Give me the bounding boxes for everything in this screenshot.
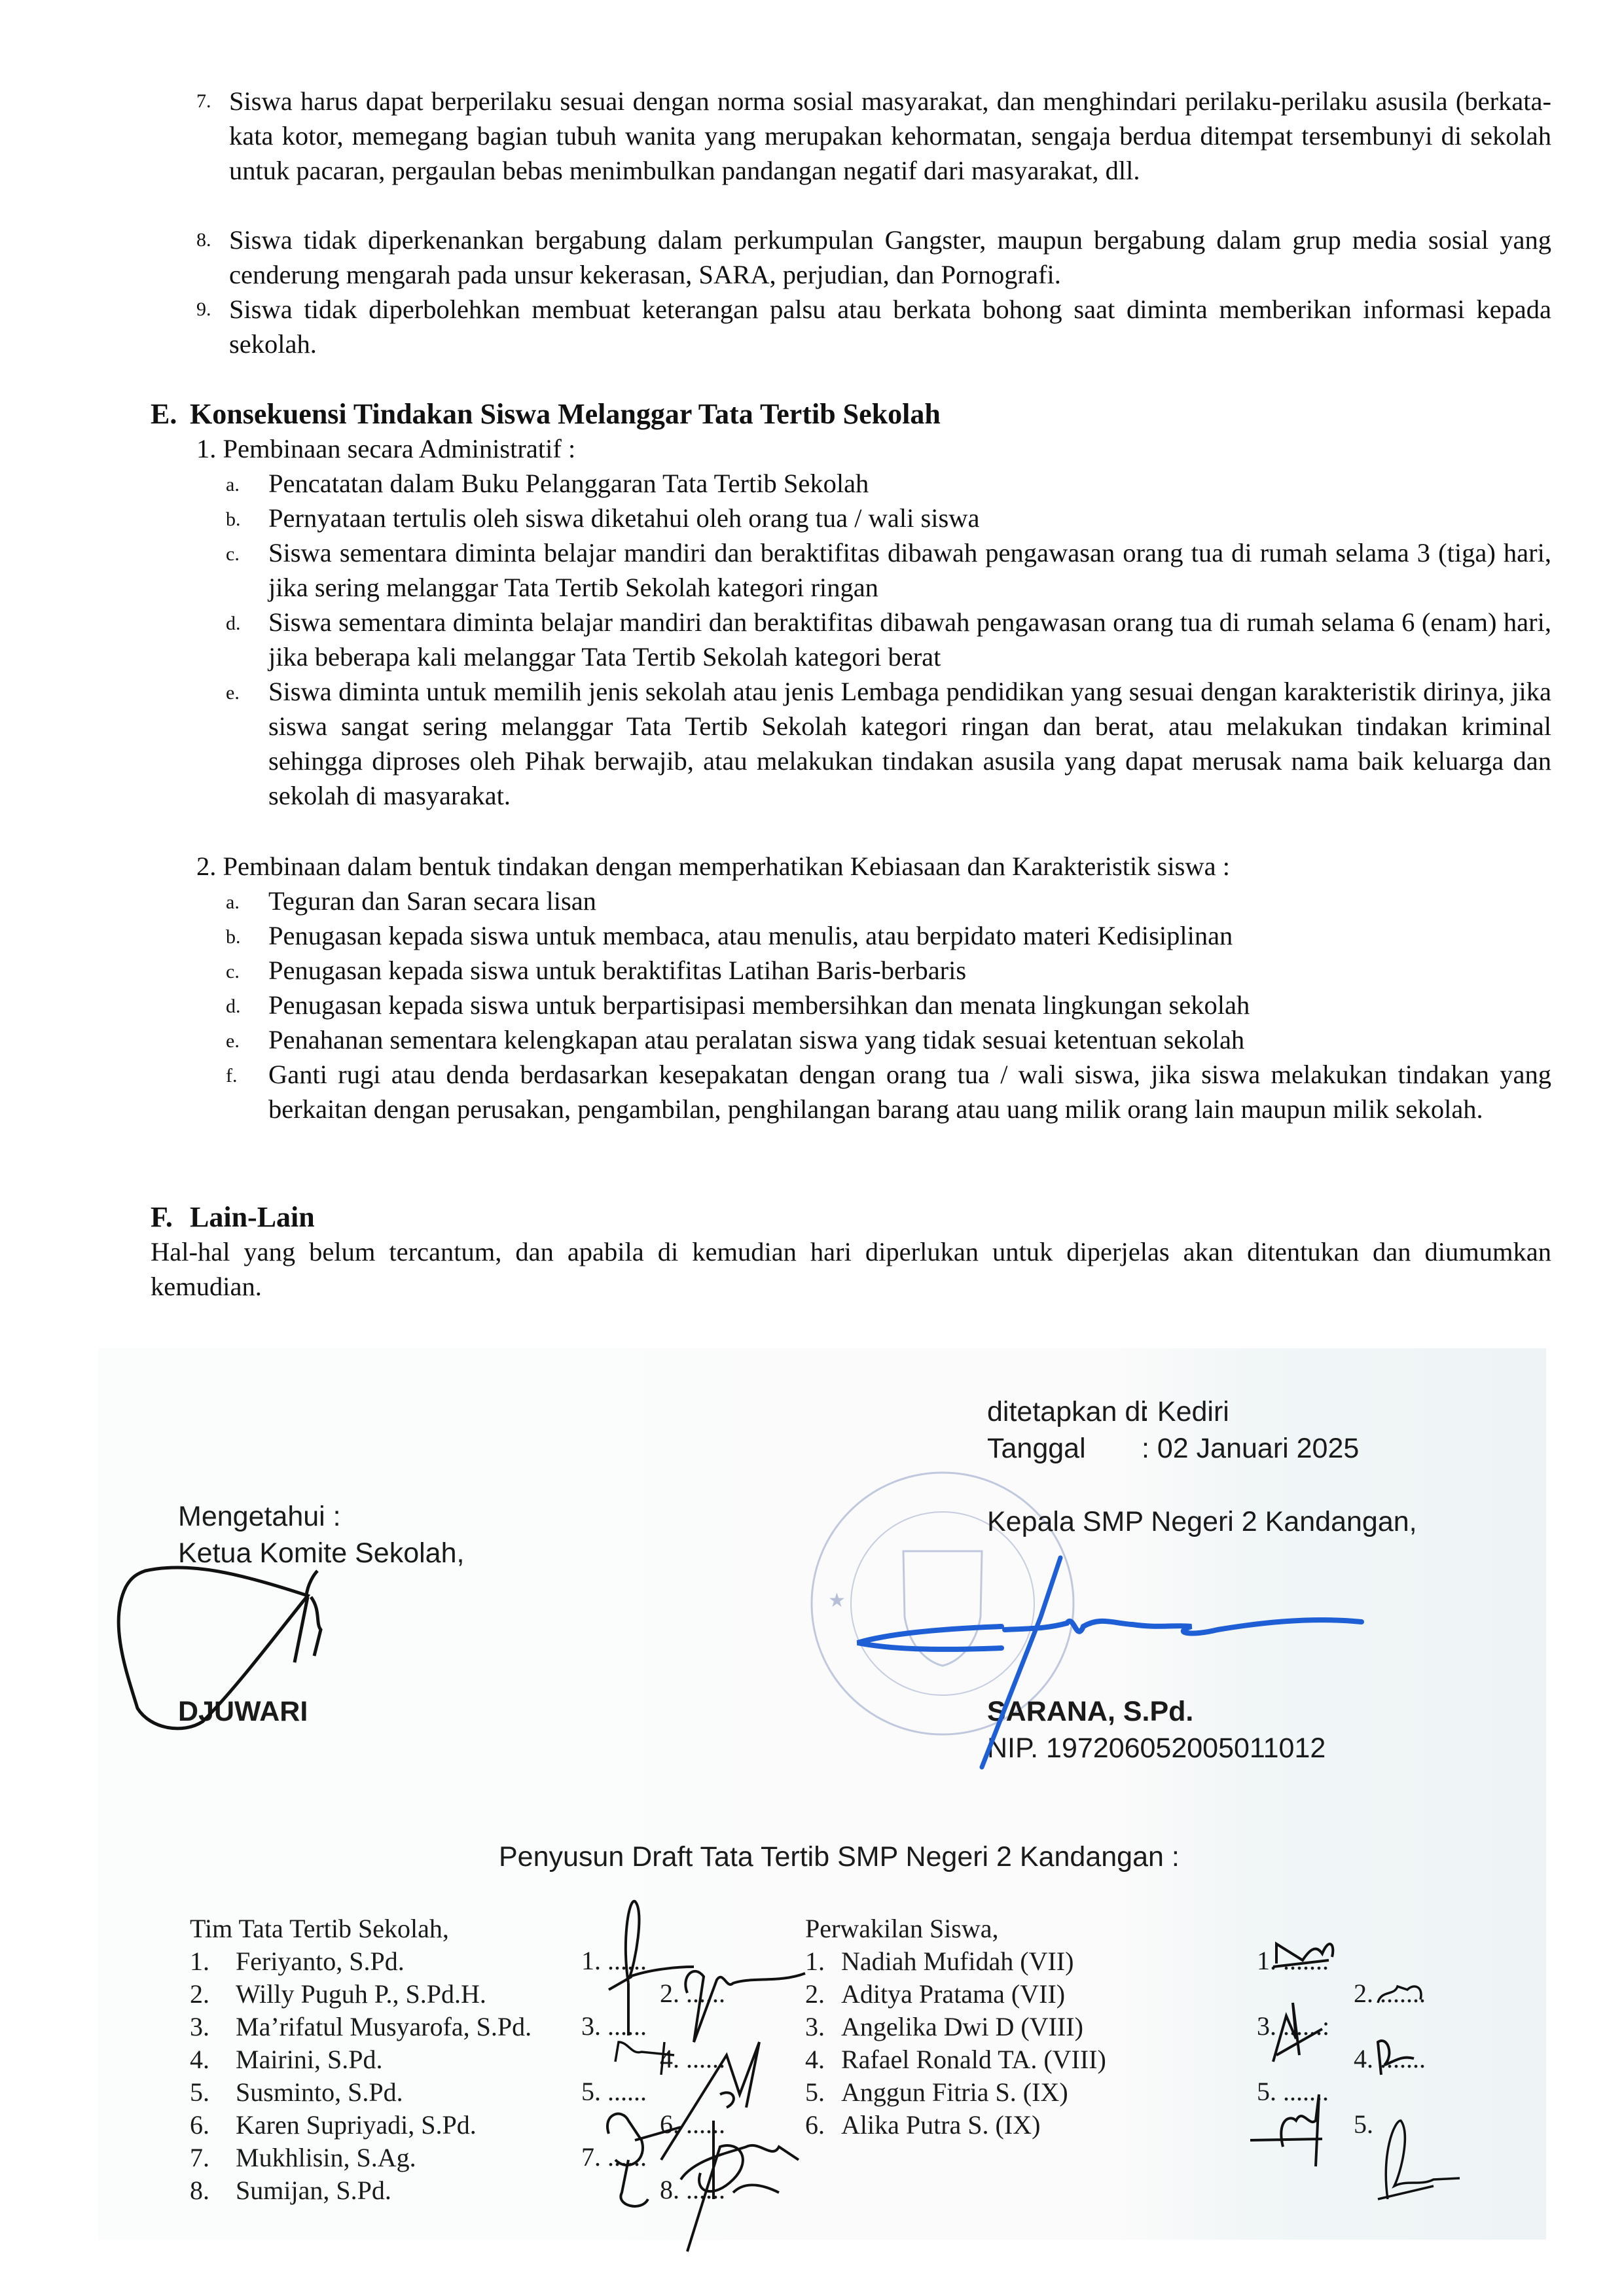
- part1-item-e: [226, 674, 1551, 813]
- team-member: [190, 2076, 532, 2109]
- section-f-heading: [151, 1200, 315, 1234]
- member-number: 1.: [190, 1946, 209, 1976]
- item-text: Siswa diminta untuk memilih jenis sekolah atau jenis Lembaga pendidikan yang sesuai dengan karakteristik dirinya, jika siswa sangat sering melanggar Tata Tertib Sekolah kategori ringan dan berat, atau melakukan tindakan kriminal sehingga diproses oleh Pihak berwajib, atau melakukan tindakan asusila yang dapat merusak nama baik keluarga dan sekolah di masyarakat.: [268, 677, 1551, 810]
- item-text: Siswa sementara diminta belajar mandiri dan beraktifitas dibawah pengawasan orang tua di rumah selama 6 (enam) hari, jika beberapa kali melanggar Tata Tertib Sekolah kategori berat: [268, 607, 1551, 672]
- student-member: [805, 2076, 1106, 2109]
- member-name: Angelika Dwi D (VIII): [841, 2012, 1083, 2041]
- committee-signature: [111, 1558, 373, 1734]
- member-name: Susminto, S.Pd.: [236, 2077, 403, 2107]
- item-text: Penugasan kepada siswa untuk membaca, atau menulis, atau berpidato materi Kedisiplinan: [268, 921, 1233, 950]
- drafters-title: Penyusun Draft Tata Tertib SMP Negeri 2 Kandangan :: [499, 1841, 1180, 1873]
- member-name: Ma’rifatul Musyarofa, S.Pd.: [236, 2012, 532, 2041]
- signature-scan: [98, 1348, 1546, 2240]
- member-name: Mukhlisin, S.Ag.: [236, 2143, 416, 2172]
- member-number: 6.: [190, 2110, 209, 2140]
- student-member: [805, 2043, 1106, 2076]
- item-letter: d.: [226, 613, 241, 634]
- item-number: 8.: [196, 229, 211, 251]
- member-number: 5.: [805, 2077, 825, 2107]
- rule-item-8: [196, 223, 1551, 292]
- item-letter: e.: [226, 682, 240, 704]
- member-number: 2.: [190, 1979, 209, 2009]
- part2-item-d: [226, 988, 1551, 1022]
- item-letter: f.: [226, 1065, 238, 1086]
- member-name: Rafael Ronald TA. (VIII): [841, 2045, 1106, 2074]
- student-member: [805, 2011, 1106, 2043]
- part1-item-b: [226, 501, 1551, 535]
- sign-line: 5.: [1354, 2109, 1373, 2139]
- team-member: [190, 2043, 532, 2076]
- member-number: 6.: [805, 2110, 825, 2140]
- team-list: [190, 1912, 532, 2207]
- student-member: [805, 1945, 1106, 1978]
- part2-item-b: [226, 918, 1551, 953]
- team-member: [190, 1978, 532, 2011]
- rule-item-9: [196, 292, 1551, 361]
- section-f-text: Hal-hal yang belum tercantum, dan apabila di kemudian hari diperlukan untuk diperjelas akan ditentukan dan diumumkan kemudian.: [151, 1237, 1551, 1301]
- member-name: Aditya Pratama (VII): [841, 1979, 1066, 2009]
- item-letter: c.: [226, 543, 240, 565]
- member-number: 7.: [190, 2143, 209, 2172]
- team-member: [190, 2174, 532, 2207]
- sign-line: 4. .......: [1354, 2044, 1426, 2073]
- team-member: [190, 1945, 532, 1978]
- part1-item-a: [226, 466, 1551, 501]
- team-member: [190, 2109, 532, 2142]
- member-number: 8.: [190, 2176, 209, 2205]
- place-label: ditetapkan di: [987, 1396, 1147, 1427]
- member-number: 3.: [190, 2012, 209, 2041]
- sign-line: 2. ......: [660, 1979, 725, 2008]
- item-text: Ganti rugi atau denda berdasarkan kesepakatan dengan orang tua / wali siswa, jika siswa melakukan tindakan yang berkaitan dengan perusakan, pengambilan, penghilangan barang atau uang milik orang lain maupun milik sekolah.: [268, 1060, 1551, 1124]
- place-value: : Kediri: [1142, 1396, 1229, 1427]
- item-number: 9.: [196, 298, 211, 320]
- part1-item-c: [226, 535, 1551, 605]
- item-letter: a.: [226, 474, 240, 495]
- team-member: [190, 2011, 532, 2043]
- item-text: Siswa tidak diperbolehkan membuat keterangan palsu atau berkata bohong saat diminta memberikan informasi kepada sekolah.: [229, 295, 1551, 359]
- part2-item-e: [226, 1022, 1551, 1057]
- sign-line: 6. ......: [660, 2109, 725, 2139]
- member-number: 4.: [805, 2045, 825, 2074]
- member-name: Sumijan, S.Pd.: [236, 2176, 391, 2205]
- sign-line: 1. .......: [1257, 1946, 1329, 1975]
- sign-line: 7. ......: [581, 2142, 647, 2172]
- section-e-part2-label: 2. Pembinaan dalam bentuk tindakan dengan memperhatikan Kebiasaan dan Karakteristik siswa :: [196, 852, 1231, 881]
- item-letter: b.: [226, 926, 241, 948]
- item-text: Siswa sementara diminta belajar mandiri dan beraktifitas dibawah pengawasan orang tua di rumah selama 3 (tiga) hari, jika sering melanggar Tata Tertib Sekolah kategori ringan: [268, 538, 1551, 602]
- acknowledged-label: Mengetahui :: [178, 1501, 341, 1532]
- member-name: Alika Putra S. (IX): [841, 2110, 1041, 2140]
- student-member: [805, 1978, 1106, 2011]
- sign-line: 3. ......: [581, 2011, 647, 2041]
- member-name: Willy Puguh P., S.Pd.H.: [236, 1979, 486, 2009]
- item-letter: e.: [226, 1030, 240, 1052]
- committee-title: Ketua Komite Sekolah,: [178, 1537, 465, 1569]
- team-heading: Tim Tata Tertib Sekolah,: [190, 1914, 449, 1943]
- part2-item-f: [226, 1057, 1551, 1126]
- principal-nip: NIP. 197206052005011012: [987, 1732, 1326, 1764]
- part2-item-c: [226, 953, 1551, 988]
- member-name: Karen Supriyadi, S.Pd.: [236, 2110, 477, 2140]
- date-value: : 02 Januari 2025: [1142, 1433, 1360, 1464]
- section-letter: F.: [151, 1201, 173, 1233]
- section-e-part1-label: 1. Pembinaan secara Administratif :: [196, 434, 576, 463]
- committee-name: DJUWARI: [178, 1696, 308, 1727]
- team-member: [190, 2142, 532, 2174]
- item-letter: b.: [226, 509, 241, 530]
- item-letter: c.: [226, 961, 240, 982]
- section-letter: E.: [151, 398, 177, 430]
- section-title: Lain-Lain: [190, 1201, 315, 1233]
- date-label: Tanggal: [987, 1433, 1086, 1464]
- item-text: Siswa harus dapat berperilaku sesuai dengan norma sosial masyarakat, dan menghindari perilaku-perilaku asusila (berkata-kata kotor, memegang bagian tubuh wanita yang merupakan kehormatan, sengaja berdua ditempat tersembunyi di sekolah untuk pacaran, pergaulan bebas menimbulkan pandangan negatif dari masyarakat, dll.: [229, 86, 1551, 185]
- member-name: Feriyanto, S.Pd.: [236, 1946, 405, 1976]
- sign-line: 1. ......: [581, 1946, 647, 1975]
- sign-line: 3. ......:: [1257, 2011, 1330, 2041]
- member-number: 1.: [805, 1946, 825, 1976]
- svg-text:★: ★: [828, 1589, 846, 1612]
- member-number: 2.: [805, 1979, 825, 2009]
- principal-name: SARANA, S.Pd.: [987, 1696, 1194, 1727]
- item-text: Penugasan kepada siswa untuk berpartisipasi membersihkan dan menata lingkungan sekolah: [268, 990, 1250, 1020]
- sign-line: 4. ......: [660, 2044, 725, 2073]
- sign-line: 2. .......: [1354, 1979, 1426, 2008]
- students-heading: Perwakilan Siswa,: [805, 1914, 999, 1943]
- sign-line: 5. .......: [1257, 2077, 1329, 2106]
- member-name: Mairini, S.Pd.: [236, 2045, 383, 2074]
- item-text: Pernyataan tertulis oleh siswa diketahui oleh orang tua / wali siswa: [268, 503, 980, 533]
- item-text: Teguran dan Saran secara lisan: [268, 886, 596, 916]
- item-text: Penahanan sementara kelengkapan atau peralatan siswa yang tidak sesuai ketentuan sekolah: [268, 1025, 1245, 1054]
- part1-item-d: [226, 605, 1551, 674]
- member-number: 4.: [190, 2045, 209, 2074]
- principal-title: Kepala SMP Negeri 2 Kandangan,: [987, 1506, 1417, 1537]
- students-list: [805, 1912, 1106, 2142]
- item-text: Penugasan kepada siswa untuk beraktifitas Latihan Baris-berbaris: [268, 956, 967, 985]
- student-member: [805, 2109, 1106, 2142]
- principal-signature: [851, 1551, 1375, 1780]
- item-text: Siswa tidak diperkenankan bergabung dalam perkumpulan Gangster, maupun bergabung dalam grup media sosial yang cenderung mengarah pada unsur kekerasan, SARA, perjudian, dan Pornografi.: [229, 225, 1551, 289]
- member-name: Anggun Fitria S. (IX): [841, 2077, 1068, 2107]
- item-number: 7.: [196, 90, 211, 112]
- item-letter: d.: [226, 996, 241, 1017]
- member-name: Nadiah Mufidah (VII): [841, 1946, 1074, 1976]
- section-e-heading: [151, 397, 941, 431]
- sign-line: 5. ......: [581, 2077, 647, 2106]
- member-number: 5.: [190, 2077, 209, 2107]
- item-text: Pencatatan dalam Buku Pelanggaran Tata Tertib Sekolah: [268, 469, 869, 498]
- item-letter: a.: [226, 891, 240, 913]
- student-signatures: [1263, 1924, 1525, 2186]
- part2-item-a: [226, 884, 1551, 918]
- rule-item-7: [196, 84, 1551, 188]
- section-title: Konsekuensi Tindakan Siswa Melanggar Tata Tertib Sekolah: [190, 398, 941, 430]
- sign-line: 8. ......: [660, 2175, 725, 2204]
- member-number: 3.: [805, 2012, 825, 2041]
